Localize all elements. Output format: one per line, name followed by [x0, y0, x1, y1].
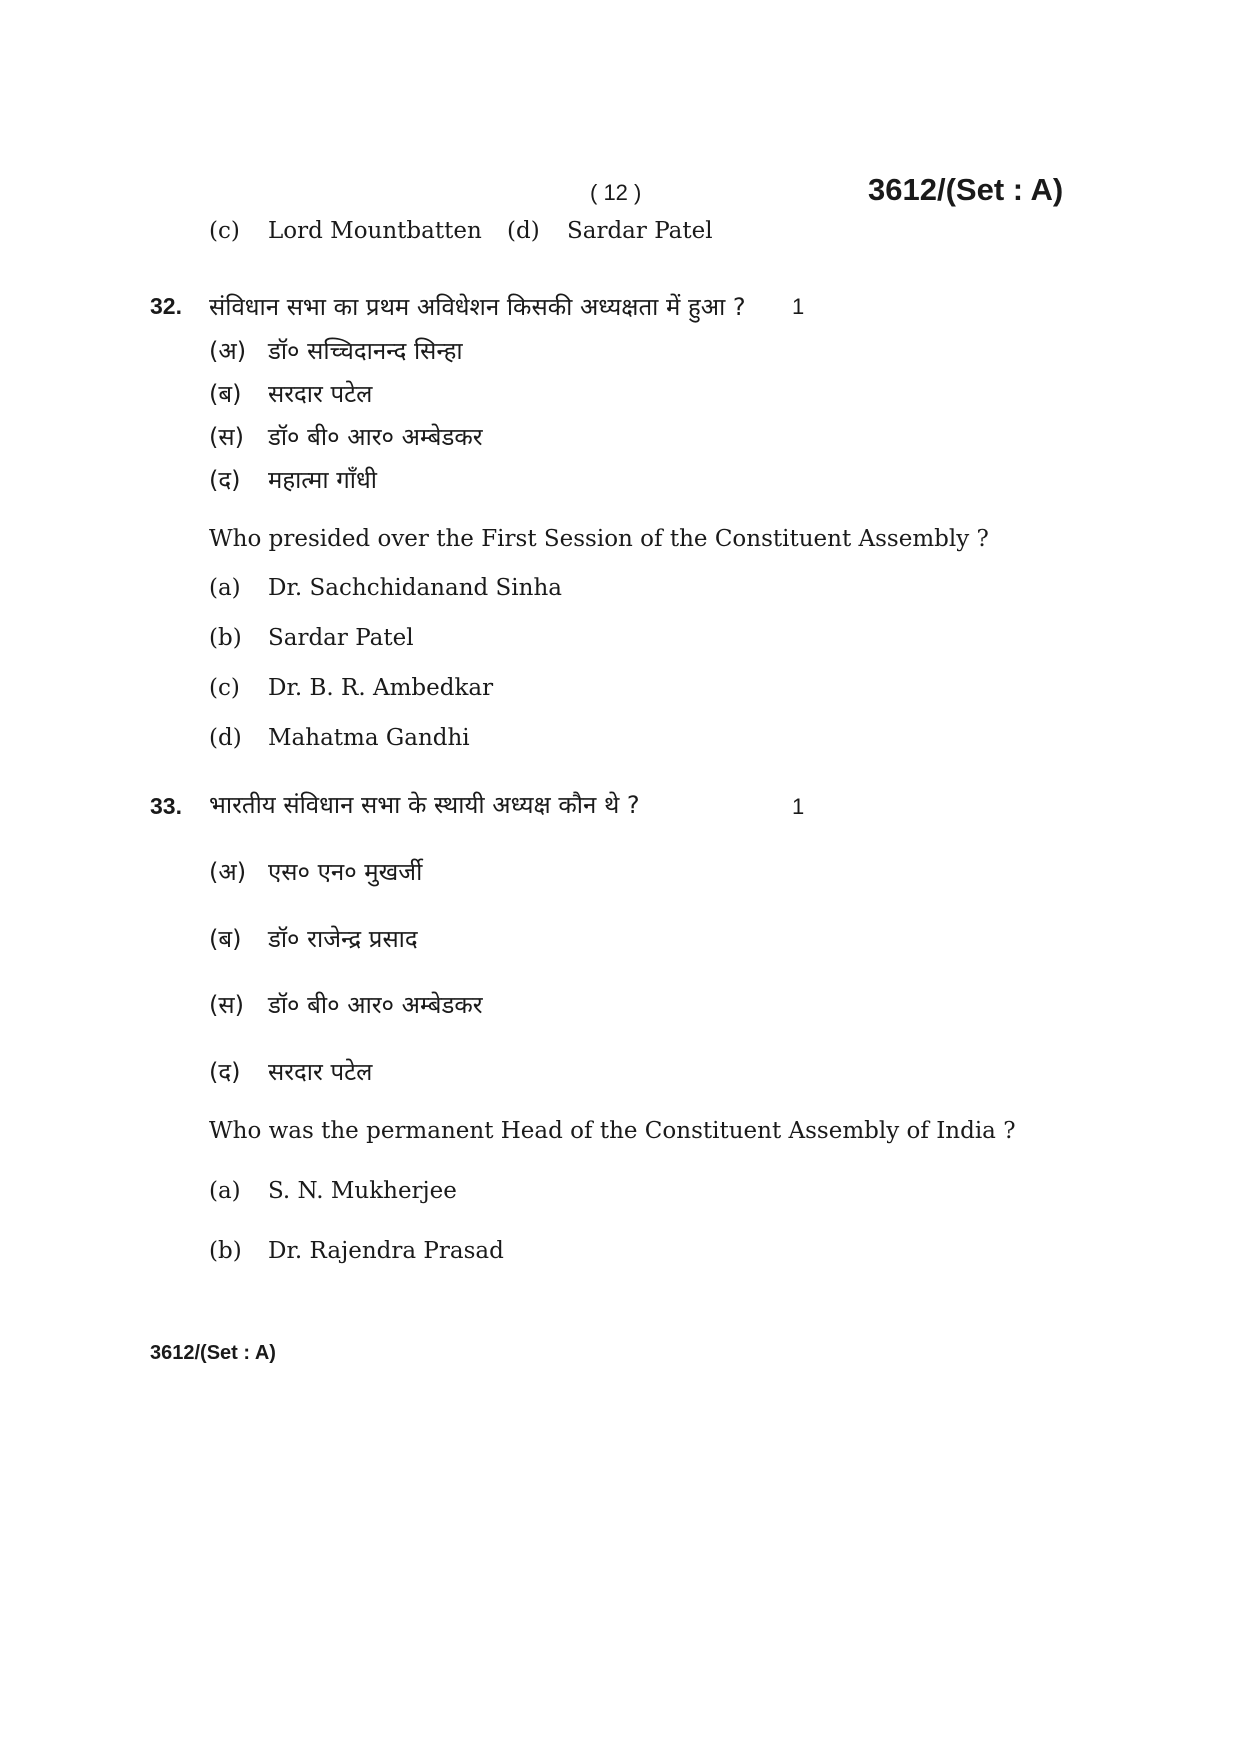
- q32-english-option-text: Dr. B. R. Ambedkar: [268, 675, 494, 701]
- q33-english-option-text: S. N. Mukherjee: [268, 1178, 457, 1204]
- q33-english-option-text: Dr. Rajendra Prasad: [268, 1238, 504, 1264]
- q32-hindi-option-label: (स): [209, 423, 244, 451]
- carryover-option-d-text: Sardar Patel: [567, 218, 713, 244]
- q32-hindi-option-text: सरदार पटेल: [268, 380, 373, 408]
- q33-hindi-option-text: डॉ० बी० आर० अम्बेडकर: [268, 991, 483, 1019]
- question-33-number: 33.: [150, 793, 182, 819]
- q33-english-option-label: (a): [209, 1178, 241, 1204]
- q32-english-option-label: (b): [209, 625, 242, 651]
- q33-hindi-option-label: (द): [209, 1058, 241, 1086]
- page-number: ( 12 ): [590, 180, 642, 205]
- set-code-header: 3612/(Set : A): [868, 172, 1064, 207]
- q33-english-option-label: (b): [209, 1238, 242, 1264]
- question-32-hindi-text: संविधान सभा का प्रथम अविधेशन किसकी अध्यक्षता में हुआ ?: [209, 293, 746, 321]
- question-32-number: 32.: [150, 293, 182, 319]
- q33-hindi-option-text: डॉ० राजेन्द्र प्रसाद: [268, 925, 418, 953]
- q33-hindi-option-text: एस० एन० मुखर्जी: [268, 858, 423, 886]
- q32-hindi-option-text: महात्मा गाँधी: [268, 466, 377, 494]
- q33-hindi-option-label: (ब): [209, 925, 242, 953]
- q33-hindi-option-text: सरदार पटेल: [268, 1058, 373, 1086]
- q32-english-option-text: Mahatma Gandhi: [268, 725, 470, 751]
- question-32-marks: 1: [792, 294, 805, 319]
- q32-hindi-option-label: (ब): [209, 380, 242, 408]
- question-32-english-text: Who presided over the First Session of the Constituent Assembly ?: [209, 526, 989, 552]
- carryover-option-c-label: (c): [209, 218, 240, 244]
- q32-english-option-text: Sardar Patel: [268, 625, 414, 651]
- q32-hindi-option-label: (द): [209, 466, 241, 494]
- q32-hindi-option-text: डॉ० सच्चिदानन्द सिन्हा: [268, 337, 463, 365]
- q33-hindi-option-label: (स): [209, 991, 244, 1019]
- q32-english-option-text: Dr. Sachchidanand Sinha: [268, 575, 563, 601]
- question-33-hindi-text: भारतीय संविधान सभा के स्थायी अध्यक्ष कौन थे ?: [209, 791, 640, 819]
- question-33-marks: 1: [792, 794, 805, 819]
- q32-english-option-label: (c): [209, 675, 240, 701]
- q32-english-option-label: (a): [209, 575, 241, 601]
- carryover-option-c-text: Lord Mountbatten: [268, 218, 482, 244]
- q32-hindi-option-text: डॉ० बी० आर० अम्बेडकर: [268, 423, 483, 451]
- q32-english-option-label: (d): [209, 725, 242, 751]
- q32-hindi-option-label: (अ): [209, 337, 247, 365]
- carryover-option-d-label: (d): [507, 218, 540, 244]
- question-33-english-text: Who was the permanent Head of the Constituent Assembly of India ?: [209, 1118, 1016, 1144]
- q33-hindi-option-label: (अ): [209, 858, 247, 886]
- set-code-footer: 3612/(Set : A): [150, 1342, 276, 1364]
